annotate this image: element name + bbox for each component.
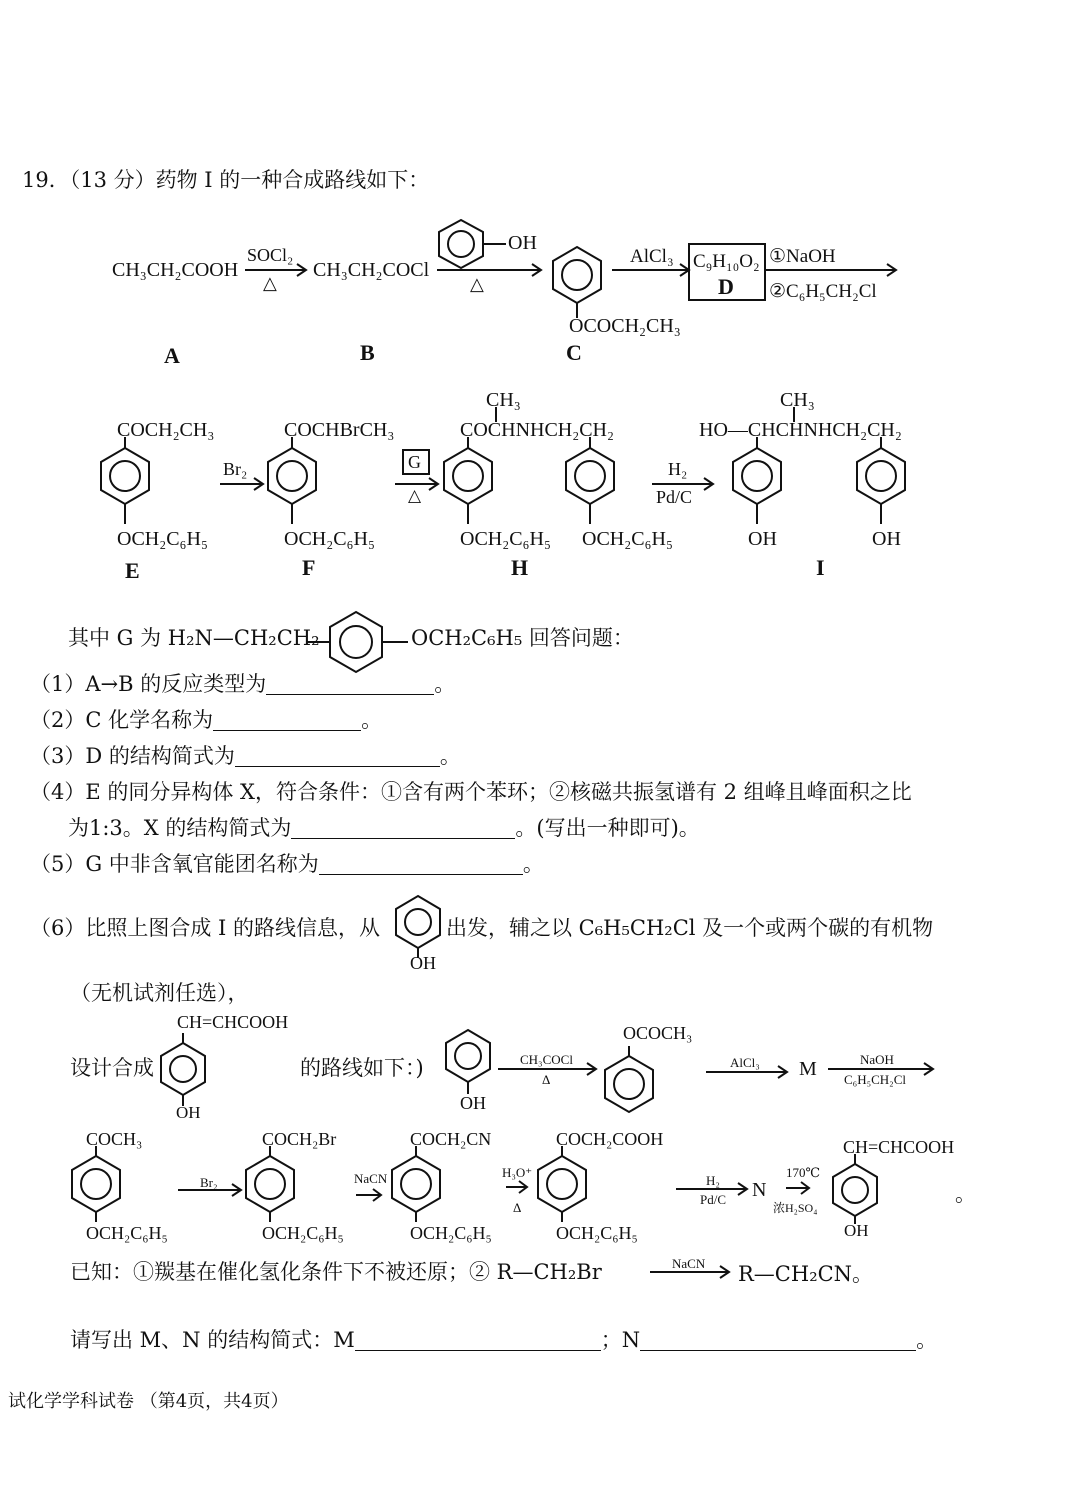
route-reagent-h2so4: 浓H₂SO₄ [773,1201,818,1215]
route-reagent-h3o: H₃O⁺ [502,1165,533,1180]
i-ch3: CH₃ [780,389,815,411]
delta-1: △ [263,273,277,293]
ring-g [306,612,408,672]
target-oh: OH [176,1103,201,1122]
i-oh-2: OH [872,528,901,550]
route-n: N [752,1179,767,1201]
route-och2c6h5-3: OCH₂C₆H₅ [410,1223,492,1243]
answer-blank-4[interactable] [291,818,515,839]
answer-blank-n[interactable] [640,1330,916,1351]
question-6-b: 出发，辅之以 C₆H₅CH₂Cl 及一个或两个碳的有机物 [446,916,934,940]
question-6-d: 设计合成 [70,1056,154,1080]
d-label: D [718,274,734,299]
i-oh-1: OH [748,528,777,550]
e-bottom: OCH₂C₆H₅ [117,528,208,550]
known-text: 已知：①羰基在催化氢化条件下不被还原；② R—CH₂Br [70,1260,602,1284]
q6-phenol-oh: OH [410,953,436,973]
route-reagent-acetyl-chloride: CH₃COCl [520,1052,573,1067]
reagent-benzyl-chloride: ②C₆H₅CH₂Cl [769,281,877,302]
route-phenol-oh: OH [460,1093,486,1113]
ring-route-ester [605,1046,653,1112]
question-6-e: 的路线如下：) [300,1056,424,1080]
reagent-socl2: SOCl₂ [247,245,294,265]
route-och2c6h5-4: OCH₂C₆H₅ [556,1223,638,1243]
question-1: （1）A→B 的反应类型为 。 [30,672,456,696]
route-reagent-alcl3: AlCl₃ [730,1055,760,1070]
i-top: HO—CHCHNHCH₂CH₂ [699,419,902,441]
label-h: H [511,555,529,580]
answer-blank-2[interactable] [213,710,361,731]
answer-blank-5[interactable] [319,854,523,875]
ring-target [161,1033,205,1106]
known-reagent-nacn: NaCN [672,1256,706,1271]
g-definition-prefix: 其中 G 为 H₂N—CH₂CH₂ [68,626,320,650]
question-5: （5）G 中非含氧官能团名称为 。 [30,852,544,876]
route-och2c6h5-1: OCH₂C₆H₅ [86,1223,168,1243]
h-top: COCHNHCH₂CH₂ [460,419,614,441]
known-result: R—CH₂CN。 [738,1262,874,1286]
ask-line: 请写出 M、N 的结构简式：M ；N 。 [70,1328,938,1352]
route-end: 。 [955,1182,976,1206]
delta-3: △ [408,486,422,505]
route-product-oh: OH [844,1221,869,1240]
label-b: B [360,340,375,365]
ring-i2 [857,437,905,524]
route-reagent-benzyl-chloride: C₆H₅CH₂Cl [844,1072,906,1087]
route-m: M [799,1058,817,1080]
g-definition-suffix: OCH₂C₆H₅ 回答问题： [411,626,634,650]
phenol-oh: OH [508,232,537,254]
label-e: E [125,558,140,583]
reagent-br2: Br₂ [223,459,248,479]
route-delta-1: Δ [542,1072,551,1087]
h-ch3: CH₃ [486,389,521,411]
answer-blank-m[interactable] [355,1330,601,1351]
route-temperature: 170℃ [786,1165,821,1180]
answer-blank-1[interactable] [266,674,434,695]
ring-q6-phenol [396,896,440,958]
route-och2c6h5-2: OCH₂C₆H₅ [262,1223,344,1243]
ring-f [268,437,316,524]
route-delta-2: Δ [513,1200,522,1215]
question-3: （3）D 的结构简式为 。 [30,744,461,768]
compound-c-substituent: OCOCH₂CH₃ [569,315,681,337]
compound-b: CH₃CH₂COCl [313,259,430,281]
f-bottom: OCH₂C₆H₅ [284,528,375,550]
question-heading: 19．（13 分）药物 I 的一种合成路线如下： [22,168,430,192]
label-a: A [164,343,180,368]
ring-e [101,437,149,524]
compound-a: CH₃CH₂COOH [112,259,239,281]
f-top: COCHBrCH₃ [284,419,395,441]
question-4-line2: 为1:3。X 的结构简式为 。(写出一种即可)。 [68,816,700,840]
route-reagent-nacn: NaCN [354,1171,388,1186]
ring-h2 [566,437,614,524]
page-footer: 试化学学科试卷 （第4页，共4页） [8,1391,289,1412]
label-i: I [816,555,825,580]
label-c: C [566,340,582,365]
question-6-c: （无机试剂任选）， [70,981,249,1005]
route-reagent-pdc: Pd/C [700,1192,727,1207]
delta-2: △ [470,274,484,294]
reagent-h2: H₂ [668,459,688,479]
route-coch2cn: COCH₂CN [410,1129,492,1149]
reagent-pdc: Pd/C [656,487,693,507]
h-bottom-2: OCH₂C₆H₅ [582,528,673,550]
ring-route-4 [538,1146,586,1222]
question-2: （2）C 化学名称为 。 [30,708,383,732]
ring-c [553,247,601,318]
ring-route-phenol [446,1030,490,1094]
route-coch2cooh: COCH₂COOH [556,1129,664,1149]
question-4: （4）E 的同分异构体 X，符合条件：①含有两个苯环；②核磁共振氢谱有 2 组峰且峰面积之比 [30,780,912,804]
answer-blank-3[interactable] [235,746,440,767]
phenol-ring [439,220,506,268]
route-reagent-h2: H₂ [706,1173,720,1188]
target-top: CH=CHCOOH [177,1012,289,1032]
route-coch2br: COCH₂Br [262,1129,337,1149]
d-formula: C₉H₁₀O₂ [693,251,760,272]
question-6-a: （6）比照上图合成 I 的路线信息，从 [30,916,381,940]
reagent-naoh: ①NaOH [769,246,836,267]
route-product-top: CH=CHCOOH [843,1137,955,1157]
route-reagent-br2: Br₂ [200,1175,218,1190]
reagent-alcl3: AlCl₃ [630,246,674,267]
ring-route-5 [833,1154,877,1224]
ring-route-2 [246,1146,294,1222]
ring-route-3 [392,1146,440,1222]
route-coch3: COCH₃ [86,1129,143,1149]
label-f: F [302,555,316,580]
route-reagent-naoh: NaOH [860,1052,894,1067]
h-bottom-1: OCH₂C₆H₅ [460,528,551,550]
route-ococh3: OCOCH₃ [623,1023,693,1043]
e-top: COCH₂CH₃ [117,419,215,441]
ring-route-1 [72,1146,120,1222]
reagent-g: G [408,452,421,472]
